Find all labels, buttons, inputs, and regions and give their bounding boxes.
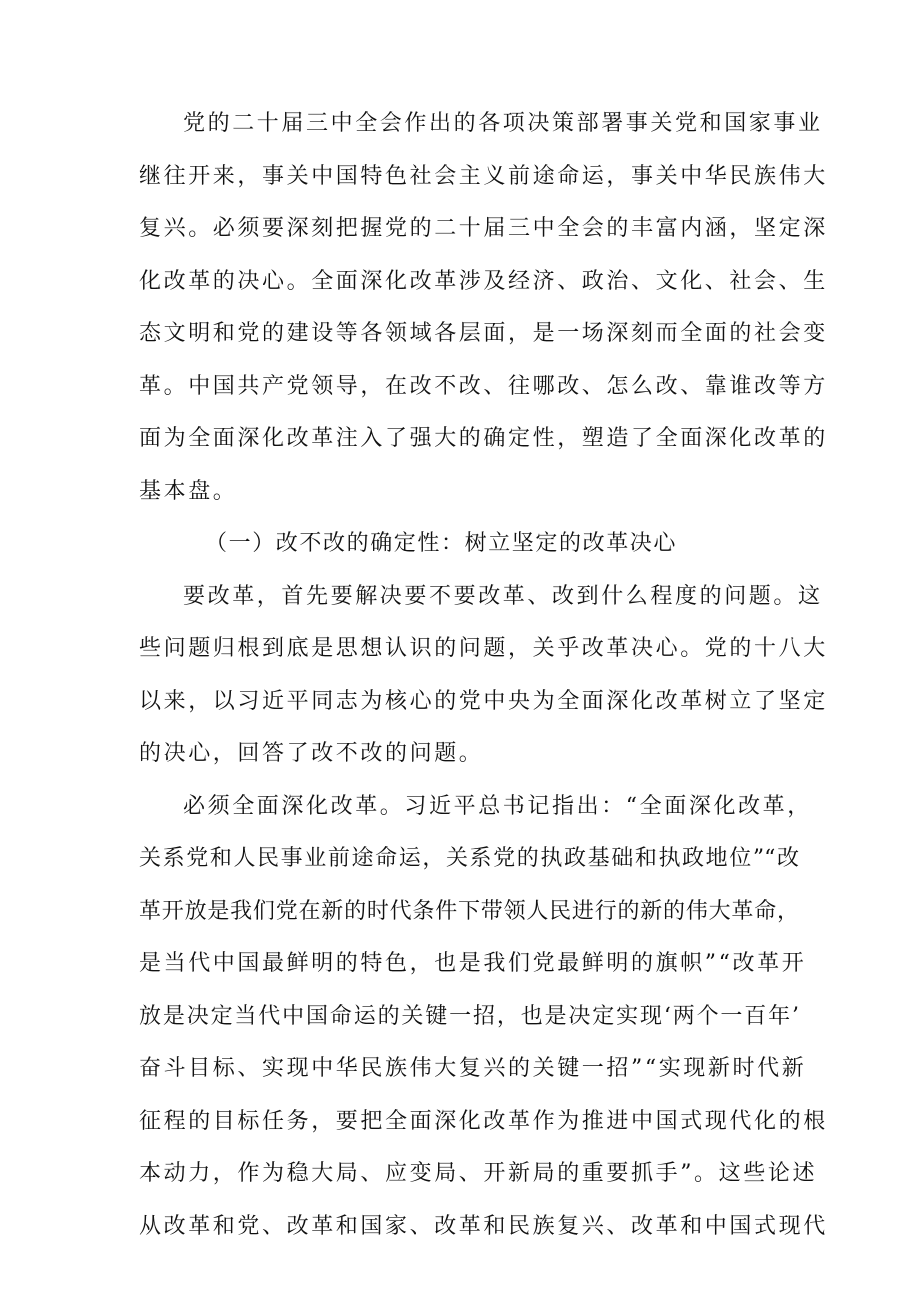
- paragraph-line: 基本盘。: [139, 479, 238, 504]
- paragraph-line: 些问题归根到底是思想认识的问题，关乎改革决心。党的十八大: [139, 636, 828, 661]
- paragraph-line: 要改革，首先要解决要不要改革、改到什么程度的问题。这: [183, 584, 823, 609]
- section-heading: （一）改不改的确定性：树立坚定的改革决心: [205, 531, 678, 556]
- paragraph-line: 从改革和党、改革和国家、改革和民族复兴、改革和中国式现代: [139, 1214, 828, 1239]
- paragraph-line: 革。中国共产党领导，在改不改、往哪改、怎么改、靠谁改等方: [139, 374, 828, 399]
- paragraph-line: 化改革的决心。全面深化改革涉及经济、政治、文化、社会、生: [139, 269, 828, 294]
- paragraph-line: 放是决定当代中国命运的关键一招，也是决定实现‘两个一百年’: [139, 1004, 799, 1029]
- paragraph-line: 态文明和党的建设等各领域各层面，是一场深刻而全面的社会变: [139, 321, 828, 346]
- paragraph-line: 必须全面深化改革。习近平总书记指出：“全面深化改革，: [183, 794, 812, 819]
- paragraph-line: 面为全面深化改革注入了强大的确定性，塑造了全面深化改革的: [139, 426, 828, 451]
- paragraph-line: 关系党和人民事业前途命运，关系党的执政基础和执政地位”“改: [139, 846, 799, 871]
- paragraph-line: 是当代中国最鲜明的特色，也是我们党最鲜明的旗帜”“改革开: [139, 951, 807, 976]
- paragraph-line: 党的二十届三中全会作出的各项决策部署事关党和国家事业: [183, 111, 823, 136]
- paragraph-line: 继往开来，事关中国特色社会主义前途命运，事关中华民族伟大: [139, 164, 828, 189]
- paragraph-line: 本动力，作为稳大局、应变局、开新局的重要抓手”。这些论述: [139, 1161, 818, 1186]
- paragraph-line: 复兴。必须要深刻把握党的二十届三中全会的丰富内涵，坚定深: [139, 216, 828, 241]
- paragraph-line: 以来，以习近平同志为核心的党中央为全面深化改革树立了坚定: [139, 689, 828, 714]
- paragraph-line: 奋斗目标、实现中华民族伟大复兴的关键一招”“实现新时代新: [139, 1056, 807, 1081]
- paragraph-line: 的决心，回答了改不改的问题。: [139, 741, 484, 766]
- paragraph-line: 革开放是我们党在新的时代条件下带领人民进行的新的伟大革命，: [139, 899, 799, 924]
- paragraph-line: 征程的目标任务，要把全面深化改革作为推进中国式现代化的根: [139, 1109, 828, 1134]
